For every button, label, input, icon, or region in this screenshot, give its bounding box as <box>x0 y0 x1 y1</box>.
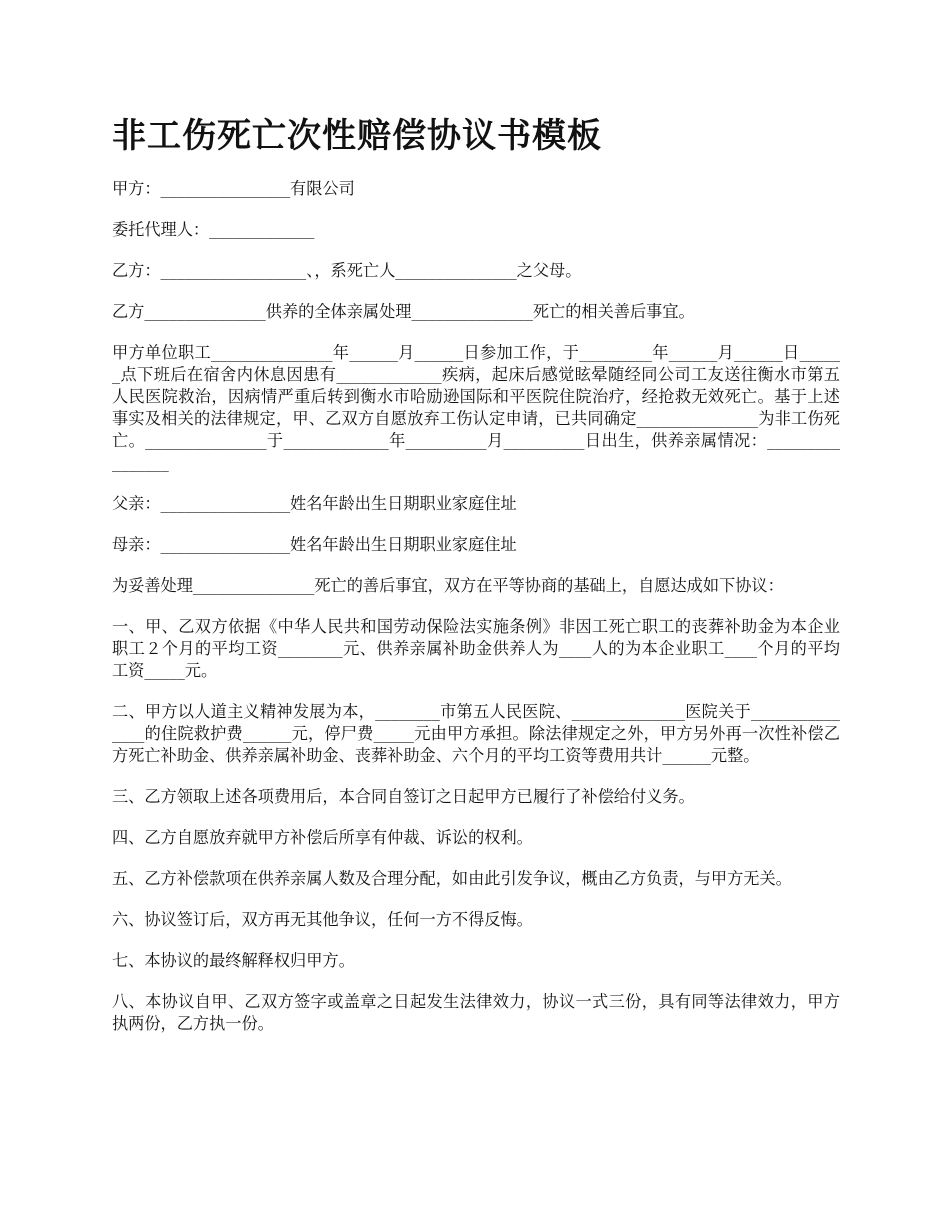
clause-8: 八、本协议自甲、乙双方签字或盖章之日起发生法律效力，协议一式三份，具有同等法律效力，甲方执两份，乙方执一份。 <box>112 992 840 1033</box>
clause-1: 一、甲、乙双方依据《中华人民共和国劳动保险法实施条例》非因工死亡职工的丧葬补助金为本企业职工２个月的平均工资________元、供养亲属补助金供养人为____人的为本企业职工____个月的平均工资_____元。 <box>112 617 840 680</box>
background-paragraph: 甲方单位职工_______________年______月______日参加工作，于_________年______月______日______点下班后在宿舍内休息因患有_____________疾病，起床后感觉眩晕随经同公司工友送往衡水市第五人民医院救治，因病情严重后转到衡水市哈励逊国际和平医院住院治疗，经抢救无效死亡。基于上述事实及相关的法律规定，甲、乙双方自愿放弃工伤认定申请，已共同确定_______________为非工伤死亡。_______________于_____________年__________月__________日出生，供养亲属情况：________________ <box>112 343 840 472</box>
father-line: 父亲：________________姓名年龄出生日期职业家庭住址 <box>112 494 517 513</box>
party-b-line: 乙方：__________________、，系死亡人_______________之父母。 <box>112 261 582 280</box>
document-title: 非工伤死亡次性赔偿协议书模板 <box>112 116 602 156</box>
party-b-relatives-line: 乙方_______________供养的全体亲属处理_______________死亡的相关善后事宜。 <box>112 302 695 321</box>
intro-paragraph: 为妥善处理_______________死亡的善后事宜，双方在平等协商的基础上，自愿达成如下协议： <box>112 576 784 595</box>
party-a-line: 甲方：________________有限公司 <box>112 179 355 198</box>
agent-line: 委托代理人：_____________ <box>112 220 315 239</box>
clause-3: 三、乙方领取上述各项费用后，本合同自签订之日起甲方已履行了补偿给付义务。 <box>112 787 695 806</box>
mother-line: 母亲：________________姓名年龄出生日期职业家庭住址 <box>112 535 517 554</box>
clause-2: 二、甲方以人道主义精神发展为本，________市第五人民医院、______________医院关于_______________的住院救护费______元，停尸费_____元由甲方承担。除法律规定之外，甲方另外再一次性补偿乙方死亡补助金、供养亲属补助金、丧葬补助金、六个月的平均工资等费用共计______元整。 <box>112 702 840 765</box>
clause-7: 七、本协议的最终解释权归甲方。 <box>112 951 355 970</box>
clause-6: 六、协议签订后，双方再无其他争议，任何一方不得反悔。 <box>112 910 533 929</box>
clause-5: 五、乙方补偿款项在供养亲属人数及合理分配，如由此引发争议，概由乙方负责，与甲方无关。 <box>112 869 792 888</box>
document-page <box>112 110 840 1054</box>
clause-4: 四、乙方自愿放弃就甲方补偿后所享有仲裁、诉讼的权利。 <box>112 828 533 847</box>
